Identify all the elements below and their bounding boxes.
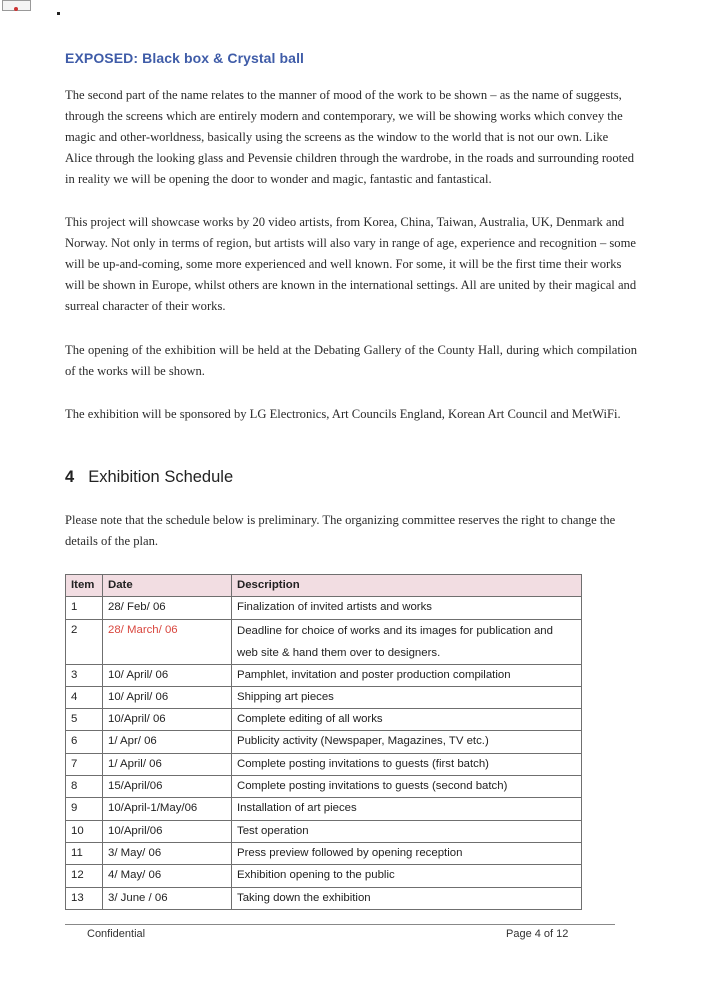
cell-date: 10/April/06	[103, 820, 232, 842]
header-date: Date	[103, 575, 232, 597]
cell-item: 9	[66, 798, 103, 820]
table-row	[66, 709, 582, 731]
cell-item: 7	[66, 753, 103, 775]
cell-date: 1/ Apr/ 06	[103, 731, 232, 753]
cell-item: 8	[66, 776, 103, 798]
header-description: Description	[232, 575, 582, 597]
paragraph-sponsors: The exhibition will be sponsored by LG Electronics, Art Councils England, Korean Art Council and MetWiFi.	[65, 407, 621, 421]
schedule-heading-number: 4	[65, 468, 75, 486]
cell-item: 13	[66, 887, 103, 909]
cell-item: 11	[66, 842, 103, 864]
table-row	[66, 887, 582, 909]
cell-item: 5	[66, 709, 103, 731]
cell-description: Installation of art pieces	[232, 798, 582, 820]
schedule-heading-title: Exhibition Schedule	[88, 468, 234, 486]
cell-date: 1/ April/ 06	[103, 753, 232, 775]
table-row	[66, 731, 582, 753]
cell-description: Taking down the exhibition	[232, 887, 582, 909]
cell-date: 10/ April/ 06	[103, 664, 232, 686]
cell-date: 15/April/06	[103, 776, 232, 798]
cell-item: 10	[66, 820, 103, 842]
footer-page-number: Page 4 of 12	[506, 928, 569, 940]
footer-confidential: Confidential	[87, 928, 146, 940]
cell-date: 10/ April/ 06	[103, 686, 232, 708]
schedule-table	[65, 574, 582, 910]
cell-description: Complete posting invitations to guests (second batch)	[232, 776, 582, 798]
cell-date: 28/ Feb/ 06	[103, 597, 232, 619]
cell-description: Shipping art pieces	[232, 686, 582, 708]
table-row	[66, 842, 582, 864]
cell-date: 10/April/ 06	[103, 709, 232, 731]
cell-item: 4	[66, 686, 103, 708]
cell-date: 10/April-1/May/06	[103, 798, 232, 820]
paragraph-opening: The opening of the exhibition will be held at the Debating Gallery of the County Hall, during which compilation of the works will be shown.	[65, 343, 637, 378]
cell-date: 3/ June / 06	[103, 887, 232, 909]
schedule-heading	[65, 468, 233, 487]
cell-date: 3/ May/ 06	[103, 842, 232, 864]
cell-description: Deadline for choice of works and its images for publication and web site & hand them over to designers.	[232, 619, 582, 664]
cell-item: 12	[66, 865, 103, 887]
cell-description: Complete posting invitations to guests (first batch)	[232, 753, 582, 775]
table-row	[66, 753, 582, 775]
cell-item: 6	[66, 731, 103, 753]
cell-description: Finalization of invited artists and works	[232, 597, 582, 619]
header-item: Item	[66, 575, 103, 597]
table-header-row	[66, 575, 582, 597]
section-title: EXPOSED: Black box & Crystal ball	[65, 50, 305, 66]
paragraph-schedule-note: Please note that the schedule below is preliminary. The organizing committee reserves the right to change the details of the plan.	[65, 513, 616, 548]
cell-description: Exhibition opening to the public	[232, 865, 582, 887]
bullet-dot	[57, 12, 60, 15]
stamp-mark	[14, 7, 18, 11]
footer-divider	[65, 924, 615, 925]
table-row	[66, 664, 582, 686]
cell-item: 3	[66, 664, 103, 686]
table-row	[66, 820, 582, 842]
cell-description: Publicity activity (Newspaper, Magazines, TV etc.)	[232, 731, 582, 753]
table-row	[66, 619, 582, 664]
table-row	[66, 597, 582, 619]
cell-description: Test operation	[232, 820, 582, 842]
cell-date: 4/ May/ 06	[103, 865, 232, 887]
table-row	[66, 865, 582, 887]
table-row	[66, 776, 582, 798]
table-row	[66, 686, 582, 708]
cell-description: Complete editing of all works	[232, 709, 582, 731]
scanner-stamp	[2, 0, 31, 11]
cell-item: 2	[66, 619, 103, 664]
cell-item: 1	[66, 597, 103, 619]
cell-description: Pamphlet, invitation and poster production compilation	[232, 664, 582, 686]
table-row	[66, 798, 582, 820]
cell-description: Press preview followed by opening reception	[232, 842, 582, 864]
cell-date: 28/ March/ 06	[103, 619, 232, 664]
paragraph-artists: This project will showcase works by 20 video artists, from Korea, China, Taiwan, Australia, UK, Denmark and Norway. Not only in terms of region, but artists will also vary in range of age, experience and recognition – some will be up-and-coming, some more experienced and well known. For some, it will be the first time their works will be shown in Europe, whilst others are known in the international settings. All are united by their magical and surreal character of their works.	[65, 215, 637, 313]
paragraph-mood: The second part of the name relates to the manner of mood of the work to be shown – as the name of suggests, through the screens which are entirely modern and contemporary, we will be showing works which convey the magic and other-worldness, basically using the screens as the window to the world that is not our own. Like Alice through the looking glass and Pevensie children through the wardrobe, in the roads and surrounding rooted in reality we will be opening the door to wonder and magic, fantastic and fantastical.	[65, 88, 635, 186]
